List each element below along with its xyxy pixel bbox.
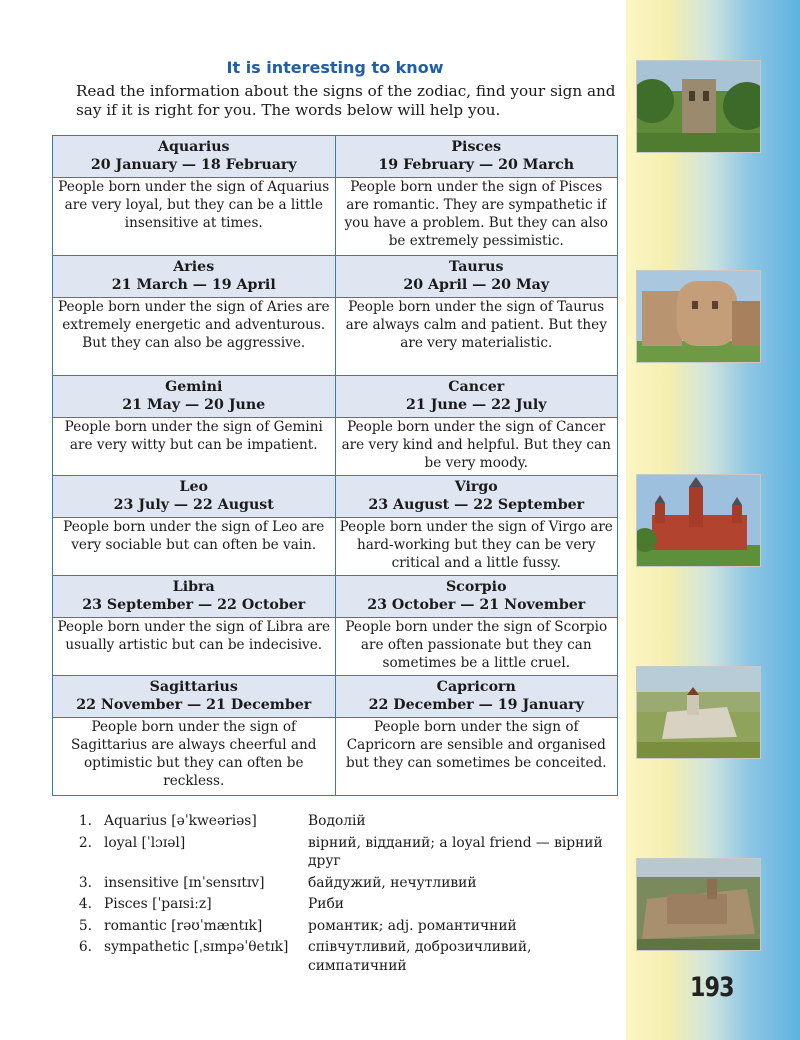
sign-description: People born under the sign of Gemini are very witty but can be impatient.: [53, 418, 336, 476]
vocab-number: 1.: [78, 813, 92, 829]
sign-name: Scorpio: [445, 579, 507, 595]
vocab-number: 2.: [78, 834, 92, 851]
sign-name: Capricorn: [436, 679, 516, 695]
sign-description: People born under the sign of Sagittarius are always cheerful and optimistic but they can often be reckless.: [53, 718, 336, 796]
vocab-translation: романтик; adj. романтичний: [308, 917, 517, 934]
fortress-walls-photo: [636, 270, 761, 363]
page-number: 193: [690, 972, 734, 1003]
sign-name: Sagittarius: [149, 679, 238, 695]
vocab-translation: Риби: [308, 896, 344, 912]
castle-tower-photo: [636, 60, 761, 153]
sign-description: People born under the sign of Virgo are hard-working but they can be very critical and a little fussy.: [335, 518, 618, 576]
sign-dates: 23 September — 22 October: [82, 597, 306, 613]
vocab-number: 4.: [78, 896, 92, 912]
sign-header-scorpio: [335, 576, 618, 618]
vocab-translation: Водолій: [308, 813, 366, 829]
sign-name: Taurus: [449, 259, 504, 275]
vocab-term: loyal [ˈlɔɪəl]: [104, 834, 186, 851]
sign-dates: 22 December — 19 January: [368, 697, 584, 713]
sign-dates: 20 April — 20 May: [403, 277, 550, 293]
sign-dates: 23 July — 22 August: [113, 497, 274, 513]
sign-description: People born under the sign of Cancer are very kind and helpful. But they can be very moody.: [335, 418, 618, 476]
sign-header-capricorn: [335, 676, 618, 718]
sign-header-aries: [53, 256, 336, 298]
sign-header-gemini: [53, 376, 336, 418]
vocab-translation: співчутливий, доброзичливий, симпатичний: [308, 939, 532, 974]
sign-name: Aquarius: [157, 139, 230, 155]
red-palace-photo: [636, 474, 761, 567]
section-heading: It is interesting to know: [226, 58, 444, 77]
sign-description: People born under the sign of Leo are very sociable but can often be vain.: [53, 518, 336, 576]
sign-dates: 23 August — 22 September: [368, 497, 585, 513]
sign-name: Aries: [173, 259, 215, 275]
sign-description: People born under the sign of Scorpio are often passionate but they can sometimes be a little cruel.: [335, 618, 618, 676]
vocab-translation: вірний, відданий; a loyal friend — вірний друг: [308, 834, 603, 869]
sign-name: Virgo: [454, 479, 498, 495]
sign-header-virgo: [335, 476, 618, 518]
vocab-item: [70, 895, 630, 914]
sign-header-leo: [53, 476, 336, 518]
sign-dates: 21 June — 22 July: [406, 397, 547, 413]
sign-dates: 20 January — 18 February: [90, 157, 297, 173]
sign-header-cancer: [335, 376, 618, 418]
sign-dates: 23 October — 21 November: [367, 597, 586, 613]
sign-header-taurus: [335, 256, 618, 298]
vocab-number: 3.: [78, 874, 92, 891]
vocab-term: Pisces [ˈpaɪsiːz]: [104, 896, 212, 912]
sign-dates: 19 February — 20 March: [378, 157, 575, 173]
sign-name: Libra: [172, 579, 215, 595]
vocab-term: sympathetic [ˌsɪmpəˈθetɪk]: [104, 939, 289, 955]
sign-header-pisces: [335, 136, 618, 178]
sign-dates: 22 November — 21 December: [76, 697, 312, 713]
vocab-item: [70, 938, 630, 975]
sign-dates: 21 March — 19 April: [111, 277, 276, 293]
sign-name: Leo: [179, 479, 208, 495]
aerial-castle-photo: [636, 666, 761, 759]
vocab-translation: байдужий, нечутливий: [308, 874, 477, 891]
old-fortress-photo: [636, 858, 761, 951]
sign-description: People born under the sign of Pisces are romantic. They are sympathetic if you have a problem. But they can also be extremely pessimistic.: [335, 178, 618, 256]
vocab-item: [70, 917, 630, 936]
sign-description: People born under the sign of Aries are extremely energetic and adventurous. But they can also be aggressive.: [53, 298, 336, 376]
sign-dates: 21 May — 20 June: [122, 397, 266, 413]
vocab-term: Aquarius [əˈkweəriəs]: [104, 813, 257, 829]
vocab-number: 6.: [78, 939, 92, 955]
sign-header-aquarius: [53, 136, 336, 178]
vocab-term: romantic [rəʊˈmæntɪk]: [104, 917, 263, 934]
zodiac-table: [52, 135, 618, 796]
intro-paragraph: Read the information about the signs of the zodiac, find your sign and say if it is right for you. The words below will help you.: [76, 82, 616, 119]
vocab-item: [70, 834, 630, 871]
vocab-item: [70, 874, 630, 893]
sign-description: People born under the sign of Capricorn are sensible and organised but they can sometimes be conceited.: [335, 718, 618, 796]
sign-description: People born under the sign of Taurus are always calm and patient. But they are very materialistic.: [335, 298, 618, 376]
vocab-number: 5.: [78, 917, 92, 934]
sign-name: Pisces: [451, 139, 502, 155]
sign-description: People born under the sign of Libra are usually artistic but can be indecisive.: [53, 618, 336, 676]
sign-header-sagittarius: [53, 676, 336, 718]
vocabulary-list: [70, 812, 630, 978]
sign-header-libra: [53, 576, 336, 618]
vocab-term: insensitive [ɪnˈsensɪtɪv]: [104, 874, 265, 891]
vocab-item: [70, 812, 630, 831]
sign-name: Cancer: [448, 379, 505, 395]
sign-description: People born under the sign of Aquarius are very loyal, but they can be a little insensitive at times.: [53, 178, 336, 256]
sign-name: Gemini: [165, 379, 223, 395]
